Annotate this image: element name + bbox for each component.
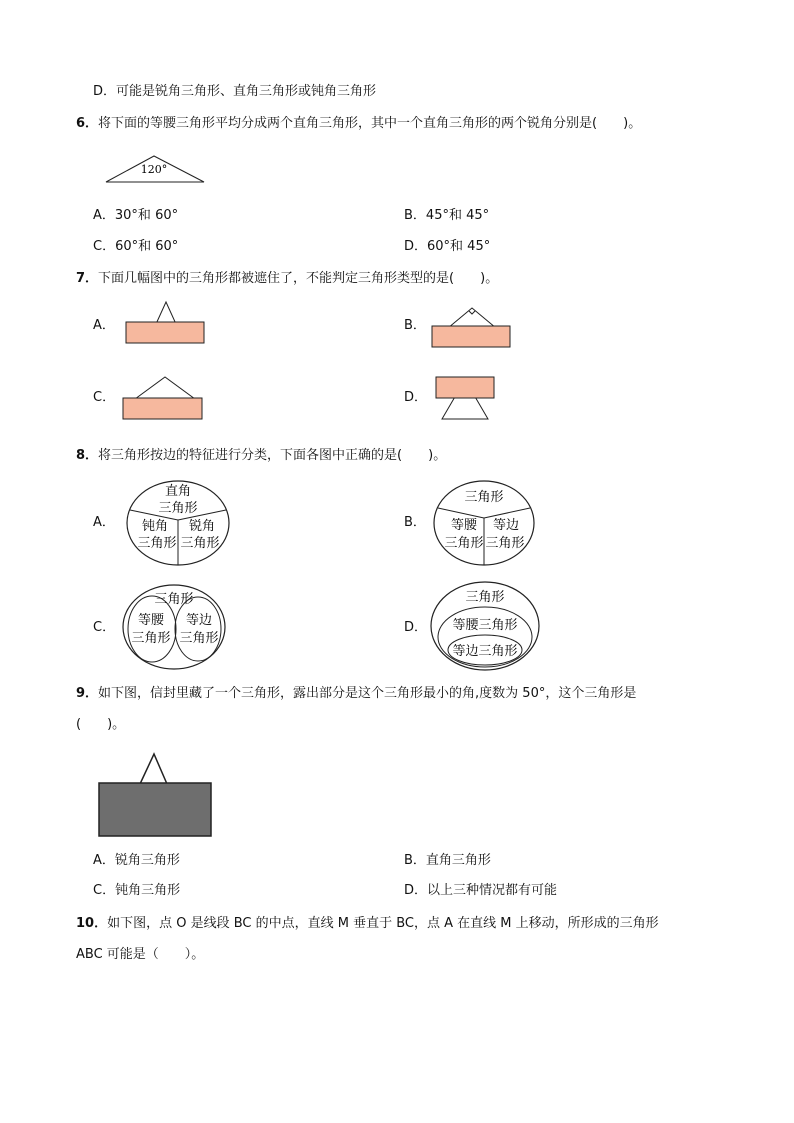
region-label: 三角形: [464, 490, 504, 505]
question-9: [76, 686, 636, 702]
triangle-shape: [135, 377, 195, 399]
q8-diagram-d: [429, 580, 541, 672]
q6-option-d: D．60°和 45°: [404, 239, 491, 254]
region-label: 三角形: [179, 631, 219, 646]
question-10-line2: ABC 可能是（ ）。: [76, 947, 205, 962]
region-label: 三角形: [485, 536, 525, 551]
q8-diagram-c: [121, 582, 227, 672]
q9-option-d: D．以上三种情况都有可能: [404, 883, 558, 898]
cover-rectangle: [123, 398, 202, 419]
q8-diagram-a: [124, 478, 232, 568]
question-stem: 将下面的等腰三角形平均分成两个直角三角形，其中一个直角三角形的两个锐角分别是( )。: [98, 116, 642, 131]
region-label: 等边: [185, 613, 213, 628]
triangle-shape: [156, 302, 176, 324]
isosceles-triangle-figure: [104, 152, 208, 186]
q9-option-c: C．钝角三角形: [93, 883, 181, 898]
cover-rectangle: [436, 377, 494, 398]
q6-option-b: B．45°和 45°: [404, 208, 490, 223]
region-label: 钝角: [141, 519, 169, 534]
divider: [484, 508, 530, 518]
region-label: 三角形: [131, 631, 171, 646]
q8-option-c-label: C．: [93, 620, 116, 635]
triangle-shape: [442, 395, 488, 419]
region-label: 三角形: [180, 536, 220, 551]
question-10: [76, 916, 659, 932]
envelope: [99, 783, 211, 836]
envelope-figure: [96, 750, 216, 840]
q9-option-a: A．锐角三角形: [93, 853, 180, 868]
region-label: 三角形: [465, 590, 505, 605]
triangle-shape: [140, 754, 167, 784]
question-stem: 如下图，信封里藏了一个三角形，露出部分是这个三角形最小的角,度数为 50°，这个三角形是: [98, 686, 637, 701]
q6-option-a: A．30°和 60°: [93, 208, 179, 223]
question-7: [76, 271, 498, 287]
q7-figure-c: [121, 373, 205, 421]
q8-option-b-label: B．: [404, 515, 426, 530]
cover-rectangle: [126, 322, 204, 343]
question-stem: 将三角形按边的特征进行分类，下面各图中正确的是( )。: [98, 448, 447, 463]
question-number: 9．: [76, 686, 99, 701]
q8-option-a-label: A．: [93, 515, 115, 530]
right-angle-mark: [469, 311, 475, 314]
angle-label: 120°: [140, 163, 168, 176]
question-number: 10．: [76, 916, 108, 931]
region-label: 等边: [492, 518, 520, 533]
q8-diagram-b: [431, 478, 537, 568]
region-label: 三角形: [154, 592, 194, 607]
question-stem: 如下图，点 O 是线段 BC 的中点，直线 M 垂直于 BC，点 A 在直线 M 上移动，所形成的三角形: [107, 916, 659, 931]
region-label: 三角形: [158, 501, 198, 516]
q7-figure-b: [430, 304, 514, 350]
divider: [438, 508, 484, 518]
question-9-line2: ( )。: [76, 717, 126, 732]
region-label: 等腰三角形: [452, 618, 518, 633]
question-stem: 下面几幅图中的三角形都被遮住了，不能判定三角形类型的是( )。: [98, 271, 499, 286]
region-label: 三角形: [444, 536, 484, 551]
region-label: 锐角: [188, 519, 216, 534]
region-label: 等腰: [450, 518, 478, 533]
region-label: 等边三角形: [452, 644, 518, 659]
q6-option-c: C．60°和 60°: [93, 239, 179, 254]
q7-option-b-label: B．: [404, 318, 426, 333]
cover-rectangle: [432, 326, 510, 347]
question-number: 7．: [76, 271, 99, 286]
q8-option-d-label: D．: [404, 620, 428, 635]
region-label: 三角形: [137, 536, 177, 551]
q7-option-d-label: D．: [404, 390, 428, 405]
q9-option-b: B．直角三角形: [404, 853, 491, 868]
q7-option-a-label: A．: [93, 318, 115, 333]
triangle-shape: [448, 308, 496, 328]
region-label: 直角: [164, 484, 192, 499]
q7-figure-d: [433, 375, 497, 423]
q5-option-d: D．可能是锐角三角形、直角三角形或钝角三角形: [93, 84, 377, 99]
region-label: 等腰: [137, 613, 165, 628]
q7-figure-a: [124, 298, 208, 346]
question-8: [76, 448, 446, 464]
question-number: 6．: [76, 116, 99, 131]
question-number: 8．: [76, 448, 99, 463]
question-6: [76, 116, 641, 132]
q7-option-c-label: C．: [93, 390, 116, 405]
